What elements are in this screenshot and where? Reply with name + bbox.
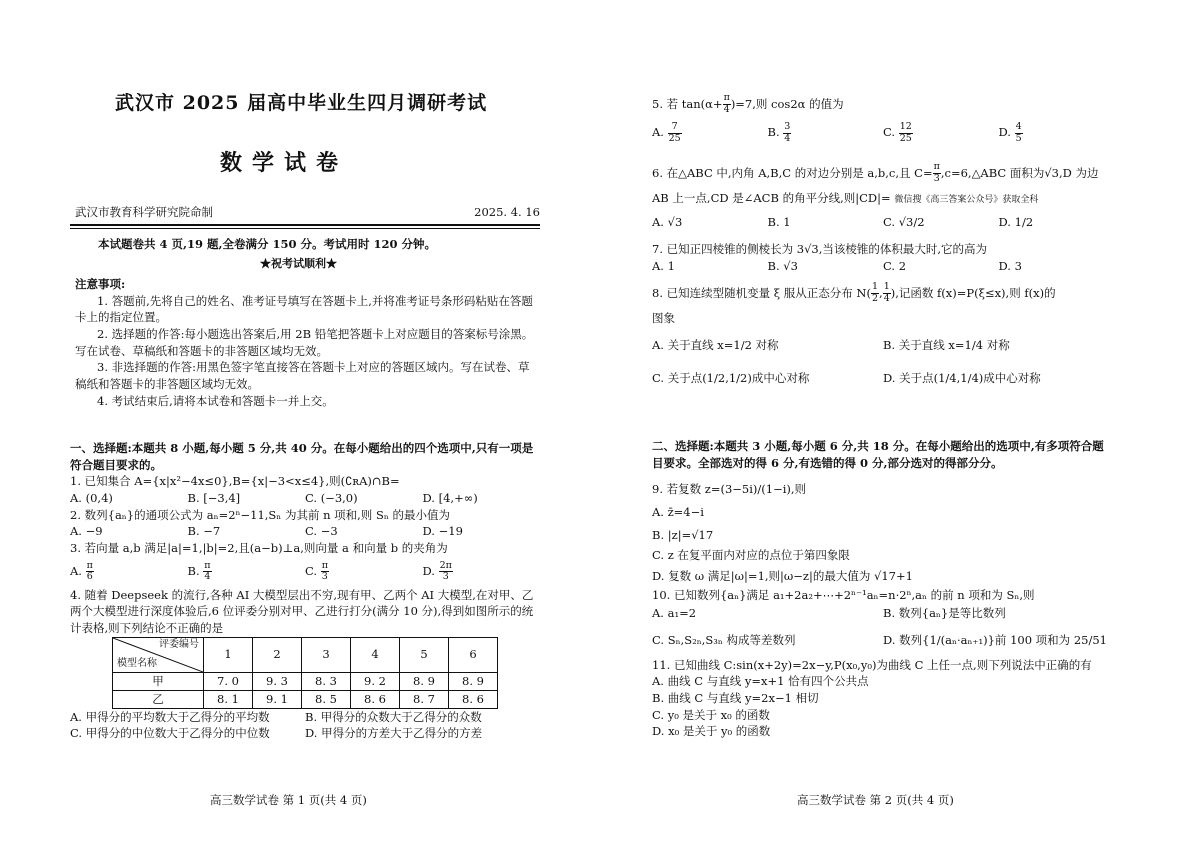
- score-cell: 8. 6: [449, 690, 498, 708]
- option: C. 2: [883, 258, 907, 273]
- question-10: 10. 已知数列{aₙ}满足 a₁+2a₂+⋯+2ⁿ⁻¹aₙ=n·2ⁿ,aₙ 的前 n 项和为 Sₙ,则: [652, 587, 1035, 602]
- table-row: [113, 672, 498, 690]
- option: A. $\frac{7}{25}$: [652, 121, 681, 144]
- issuer: 武汉市教育科学研究院命制: [75, 205, 213, 219]
- options-q10: [652, 605, 1114, 622]
- option: A. 甲得分的平均数大于乙得分的平均数: [70, 709, 270, 724]
- good-luck: ★祝考试顺利★: [260, 257, 337, 270]
- notice-item: 4. 考试结束后,请将本试卷和答题卡一并上交。: [97, 393, 334, 408]
- model-name: 乙: [113, 690, 204, 708]
- question-4: 4. 随着 Deepseek 的流行,各种 AI 大模型层出不穷,现有甲、乙两个 AI 大模型,在对甲、乙两个大模型进行深度体验后,6 位评委分别对甲、乙进行打分(满分 10 分),得到如图所示的统计表格,则下列结论不正确的是: [70, 587, 534, 636]
- option: A. $\frac{\pi}{6}$: [70, 559, 93, 583]
- exam-date: 2025. 4. 16: [474, 205, 540, 219]
- option: A. 关于直线 x=1/2 对称: [652, 338, 779, 353]
- options-q8: [652, 370, 1114, 387]
- table-header-row: [113, 637, 498, 672]
- option: A. 曲线 C 与直线 y=x+1 恰有四个公共点: [652, 674, 869, 689]
- options-q8: [652, 337, 1114, 354]
- judge-header: 5: [400, 637, 449, 672]
- score-cell: 9. 1: [253, 690, 302, 708]
- question-6: 6. 在△ABC 中,内角 A,B,C 的对边分别是 a,b,c,且 C= $\frac{\pi}{3}$ ,c=6,△ABC 面积为√3,D 为边: [652, 161, 1099, 184]
- option: C. $\frac{12}{25}$: [883, 121, 912, 144]
- notice-block: [75, 276, 540, 409]
- judge-header: 2: [253, 637, 302, 672]
- option: D. 复数 ω 满足|ω|=1,则|ω−z|的最大值为 √17+1: [652, 569, 913, 584]
- page-footer: 高三数学试卷 第 1 页(共 4 页): [210, 793, 367, 807]
- score-cell: 8. 1: [204, 690, 253, 708]
- option: B. 数列{aₙ}是等比数列: [883, 606, 1006, 621]
- question-11: 11. 已知曲线 C:sin(x+2y)=2x−y,P(x₀,y₀)为曲线 C 上任一点,则下列说法中正确的有: [652, 657, 1092, 672]
- section-heading: 二、选择题:本题共 3 小题,每小题 6 分,共 18 分。在每小题给出的选项中,有多项符合题目要求。全部选对的得 6 分,有选错的得 0 分,部分选对的得部分分。: [652, 439, 1104, 470]
- option: A. 1: [652, 258, 675, 273]
- paper-subtitle: 数学试卷: [220, 150, 349, 176]
- question-1: 1. 已知集合 A={x|x²−4x≤0},B={x|−3<x≤4},则(∁ʀA)∩B=: [70, 474, 400, 489]
- option: D. 数列{1/(aₙ·aₙ₊₁)}前 100 项和为 25/51: [883, 633, 1107, 648]
- score-table: [112, 637, 498, 709]
- score-cell: 8. 3: [302, 672, 351, 690]
- option: C. y₀ 是关于 x₀ 的函数: [652, 707, 770, 722]
- options-q2: [70, 523, 540, 540]
- option: D. [4,+∞): [422, 491, 478, 506]
- option: A. (0,4): [70, 491, 113, 506]
- option: B. −7: [187, 524, 221, 539]
- question-9: 9. 若复数 z=(3−5i)/(1−i),则: [652, 482, 807, 497]
- question-7: 7. 已知正四棱锥的侧棱长为 3√3,当该棱锥的体积最大时,它的高为: [652, 242, 988, 257]
- option: D. −19: [422, 524, 463, 539]
- options-q3: [70, 557, 540, 587]
- corner-bottom-label: 模型名称: [117, 658, 157, 670]
- option: B. |z|=√17: [652, 527, 714, 542]
- score-cell: 9. 3: [253, 672, 302, 690]
- option: D. 甲得分的方差大于乙得分的方差: [305, 726, 483, 741]
- exam-title: 武汉市 2025 届高中毕业生四月调研考试: [115, 92, 488, 114]
- question-6-cont: AB 上一点,CD 是∠ACB 的角平分线,则|CD|= 微信搜《高三答案公众号》获取全科: [652, 191, 1039, 205]
- options-q7: [652, 258, 1114, 275]
- table-corner: [113, 637, 204, 672]
- page-2: [652, 0, 1114, 848]
- option: A. a₁=2: [652, 606, 697, 621]
- score-cell: 7. 0: [204, 672, 253, 690]
- option: C. −3: [305, 524, 338, 539]
- section-1: [70, 440, 540, 742]
- question-8-cont: 图象: [652, 311, 675, 326]
- notice-heading: 注意事项:: [75, 277, 126, 291]
- table-row: [113, 690, 498, 708]
- section-2: [652, 438, 1114, 740]
- options-q5: [652, 116, 1114, 150]
- option: B. 关于直线 x=1/4 对称: [883, 338, 1010, 353]
- option: A. z̄=4−i: [652, 505, 704, 520]
- option: C. Sₙ,S₂ₙ,S₃ₙ 构成等差数列: [652, 633, 796, 648]
- option: B. 曲线 C 与直线 y=2x−1 相切: [652, 691, 819, 706]
- option: D. $\frac{4}{5}$: [998, 121, 1022, 144]
- option: C. (−3,0): [305, 491, 358, 506]
- option: C. 关于点(1/2,1/2)成中心对称: [652, 370, 810, 385]
- option: B. 1: [767, 214, 791, 229]
- option: C. $\frac{\pi}{3}$: [305, 559, 328, 583]
- questions-5-8: [652, 92, 1114, 386]
- divider: [70, 224, 540, 226]
- option: C. √3/2: [883, 214, 925, 229]
- option: B. $\frac{3}{4}$: [767, 121, 791, 144]
- options-q10: [652, 632, 1114, 649]
- page-footer: 高三数学试卷 第 2 页(共 4 页): [797, 793, 954, 807]
- corner-top-label: 评委编号: [159, 638, 199, 650]
- option: B. $\frac{\pi}{4}$: [187, 559, 211, 583]
- question-8: 8. 已知连续型随机变量 ξ 服从正态分布 N( $\frac{1}{2}$ , $\frac{1}{4}$ ),记函数 f(x)=P(ξ≤x),则 f(x)的: [652, 281, 1056, 304]
- model-name: 甲: [113, 672, 204, 690]
- judge-header: 4: [351, 637, 400, 672]
- judge-header: 3: [302, 637, 351, 672]
- option: D. 关于点(1/4,1/4)成中心对称: [883, 370, 1041, 385]
- notice-item: 2. 选择题的作答:每小题选出答案后,用 2B 铅笔把答题卡上对应题目的答案标号涂黑。写在试卷、草稿纸和答题卡的非答题区域均无效。: [75, 327, 534, 358]
- page-1: [70, 0, 540, 848]
- option: A. −9: [70, 524, 103, 539]
- score-cell: 8. 9: [449, 672, 498, 690]
- question-3: 3. 若向量 a,b 满足|a|=1,|b|=2,且(a−b)⊥a,则向量 a 和向量 b 的夹角为: [70, 541, 448, 556]
- options-q4: [70, 725, 540, 742]
- option: C. z 在复平面内对应的点位于第四象限: [652, 548, 850, 563]
- score-cell: 8. 6: [351, 690, 400, 708]
- option: D. x₀ 是关于 y₀ 的函数: [652, 724, 771, 739]
- score-cell: 8. 5: [302, 690, 351, 708]
- option: B. √3: [767, 258, 798, 273]
- section-heading: 一、选择题:本题共 8 小题,每小题 5 分,共 40 分。在每小题给出的四个选项中,只有一项是符合题目要求的。: [70, 441, 534, 472]
- watermark-note: 微信搜《高三答案公众号》获取全科: [894, 195, 1039, 205]
- exam-intro: 本试题卷共 4 页,19 题,全卷满分 150 分。考试用时 120 分钟。: [98, 237, 437, 251]
- option: D. 1/2: [998, 214, 1034, 229]
- option: B. [−3,4]: [187, 491, 241, 506]
- question-2: 2. 数列{aₙ}的通项公式为 aₙ=2ⁿ−11,Sₙ 为其前 n 项和,则 Sₙ 的最小值为: [70, 507, 450, 522]
- judge-header: 1: [204, 637, 253, 672]
- judge-header: 6: [449, 637, 498, 672]
- option: A. √3: [652, 214, 683, 229]
- options-q6: [652, 207, 1114, 237]
- divider: [70, 228, 540, 229]
- score-cell: 8. 9: [400, 672, 449, 690]
- score-cell: 9. 2: [351, 672, 400, 690]
- notice-item: 3. 非选择题的作答:用黑色签字笔直接答在答题卡上对应的答题区域内。写在试卷、草稿纸和答题卡的非答题区域均无效。: [75, 360, 530, 392]
- notice-item: 1. 答题前,先将自己的姓名、准考证号填写在答题卡上,并将准考证号条形码粘贴在答题卡上的指定位置。: [75, 293, 533, 325]
- options-q4: [70, 709, 540, 726]
- option: C. 甲得分的中位数大于乙得分的中位数: [70, 726, 270, 741]
- option: D. $\frac{2\pi}{3}$: [422, 559, 452, 583]
- option: D. 3: [998, 258, 1022, 273]
- option: B. 甲得分的众数大于乙得分的众数: [305, 709, 482, 724]
- question-5: 5. 若 tan(α+ $\frac{\pi}{4}$ )=7,则 cos2α 的值为: [652, 92, 844, 115]
- score-cell: 8. 7: [400, 690, 449, 708]
- options-q1: [70, 490, 540, 507]
